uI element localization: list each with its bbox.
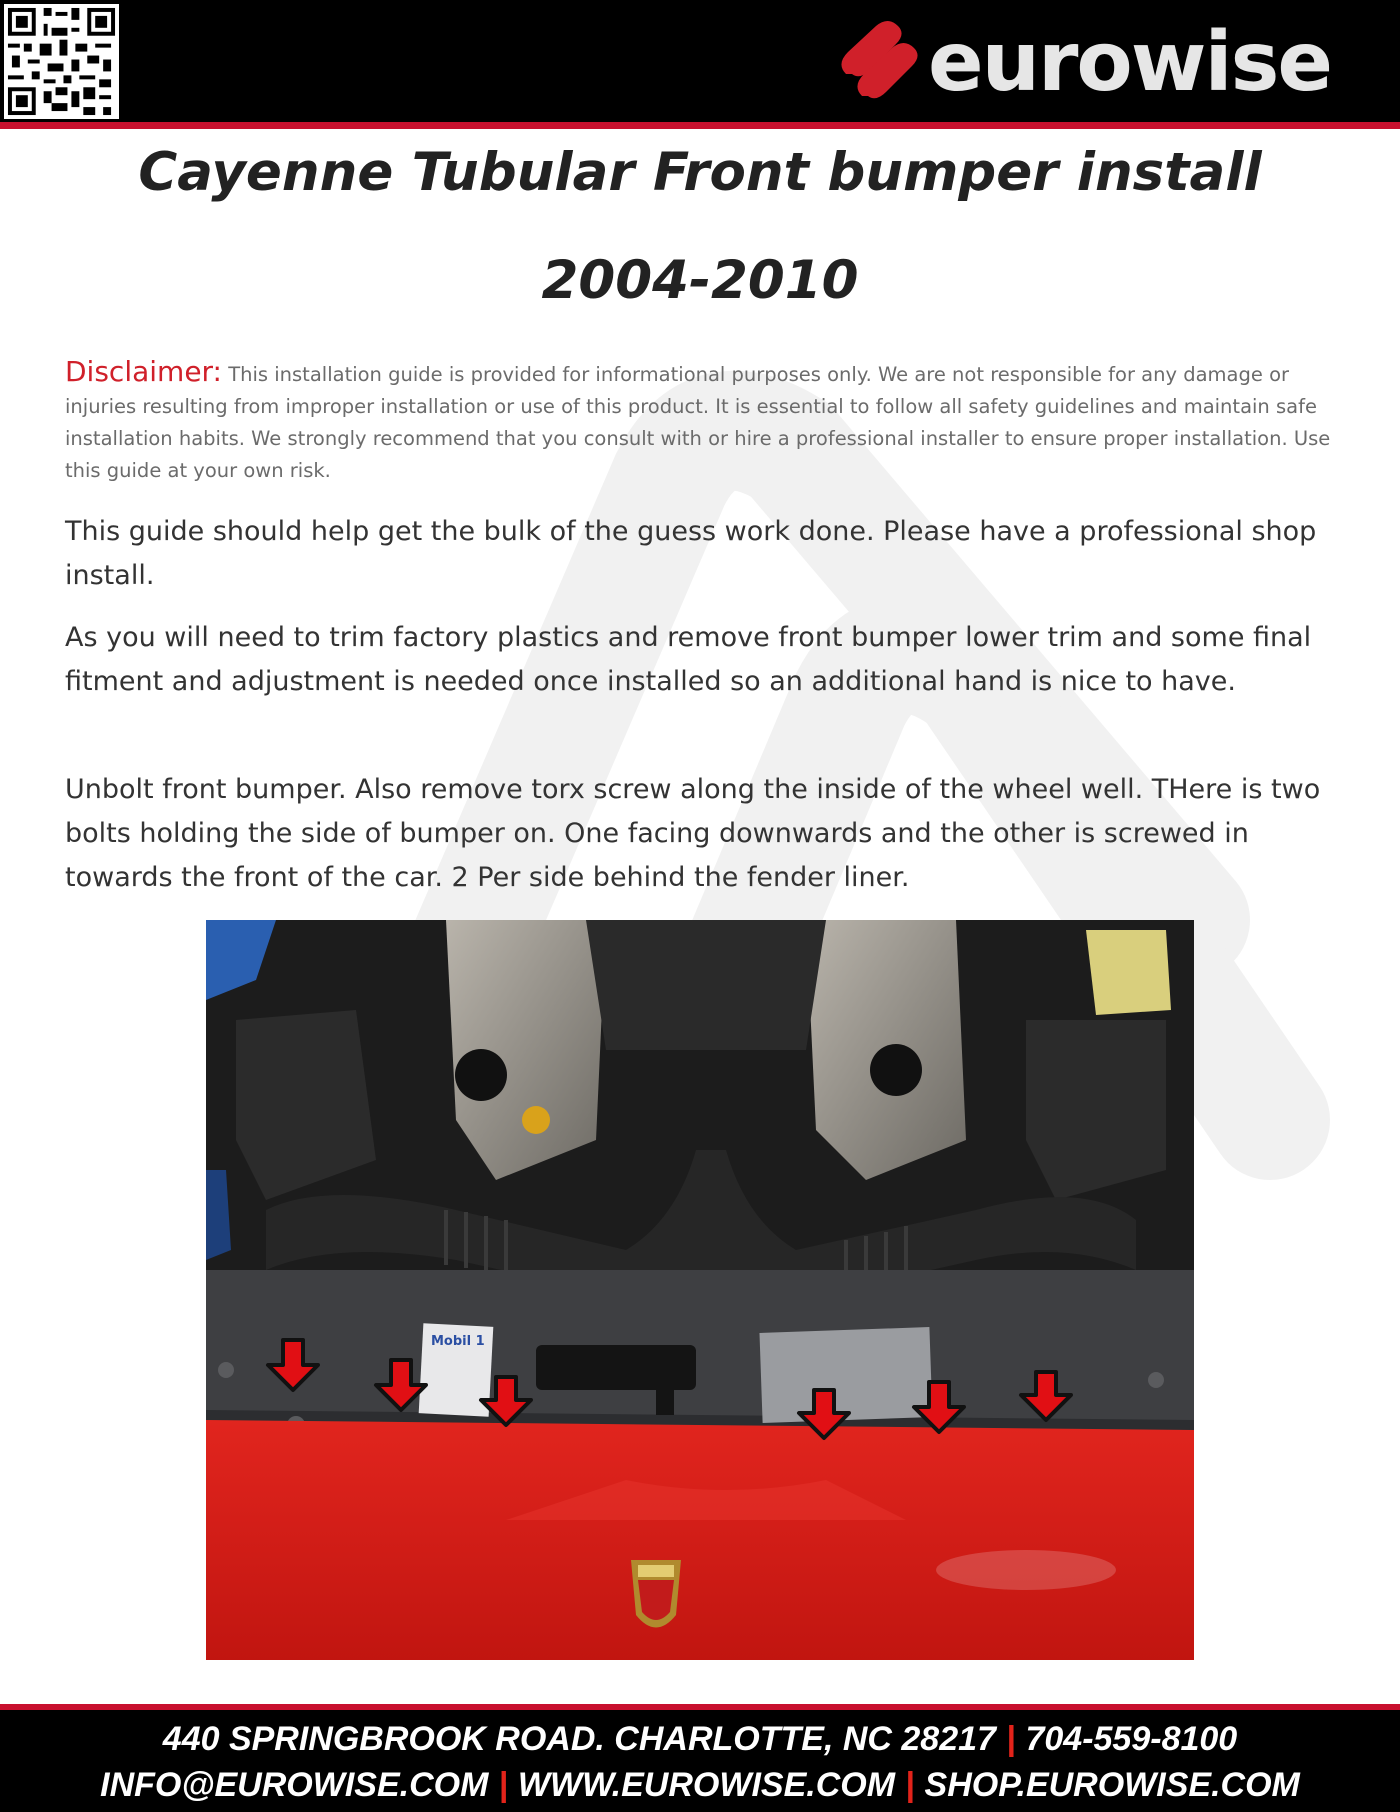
page-title: Cayenne Tubular Front bumper install <box>138 142 1262 203</box>
footer-contact-line <box>0 1766 1400 1805</box>
disclaimer <box>65 356 1343 487</box>
disclaimer-label: Disclaimer: <box>65 355 222 388</box>
logo-mark-icon <box>841 21 917 98</box>
footer-separator: | <box>905 1766 915 1804</box>
paragraph-intro: This guide should help get the bulk of the guess work done. Please have a professional shop install. <box>65 516 1317 591</box>
eurowise-logo <box>836 14 1386 112</box>
engine-bay-photo <box>206 920 1194 1660</box>
footer-separator: | <box>1005 1720 1016 1758</box>
disclaimer-text: This installation guide is provided for informational purposes only. We are not responsible for any damage or injuries resulting from improper installation or use of this product. It is essential to follow all safety guidelines and maintain safe installation habits. We strongly recommend that you consult with or hire a professional installer to ensure proper installation. Use this guide at your own risk. <box>65 363 1331 482</box>
page-subtitle-years: 2004-2010 <box>541 250 859 311</box>
logo-text: eurowise <box>928 15 1332 110</box>
footer-email[interactable]: INFO@EUROWISE.COM <box>100 1766 489 1804</box>
porsche-badge-icon <box>631 1560 681 1628</box>
footer-address-line <box>0 1720 1400 1759</box>
header-rule <box>0 122 1400 129</box>
paragraph-trim: As you will need to trim factory plastics and remove front bumper lower trim and some final fitment and adjustment is needed once installed so an additional hand is nice to have. <box>65 622 1312 697</box>
paragraph-unbolt: Unbolt front bumper. Also remove torx screw along the inside of the wheel well. THere is two bolts holding the side of bumper on. One facing downwards and the other is screwed in towards the front of the car. 2 Per side behind the fender liner. <box>65 774 1321 893</box>
footer-separator: | <box>498 1766 508 1804</box>
footer-address: 440 SPRINGBROOK ROAD. CHARLOTTE, NC 28217 <box>162 1720 996 1758</box>
footer-website[interactable]: WWW.EUROWISE.COM <box>517 1766 896 1804</box>
footer-phone[interactable]: 704-559-8100 <box>1025 1720 1238 1758</box>
qr-code-icon <box>4 4 119 119</box>
photo-sticker-text: Mobil 1 <box>431 1334 485 1349</box>
footer-shop[interactable]: SHOP.EUROWISE.COM <box>924 1766 1300 1804</box>
